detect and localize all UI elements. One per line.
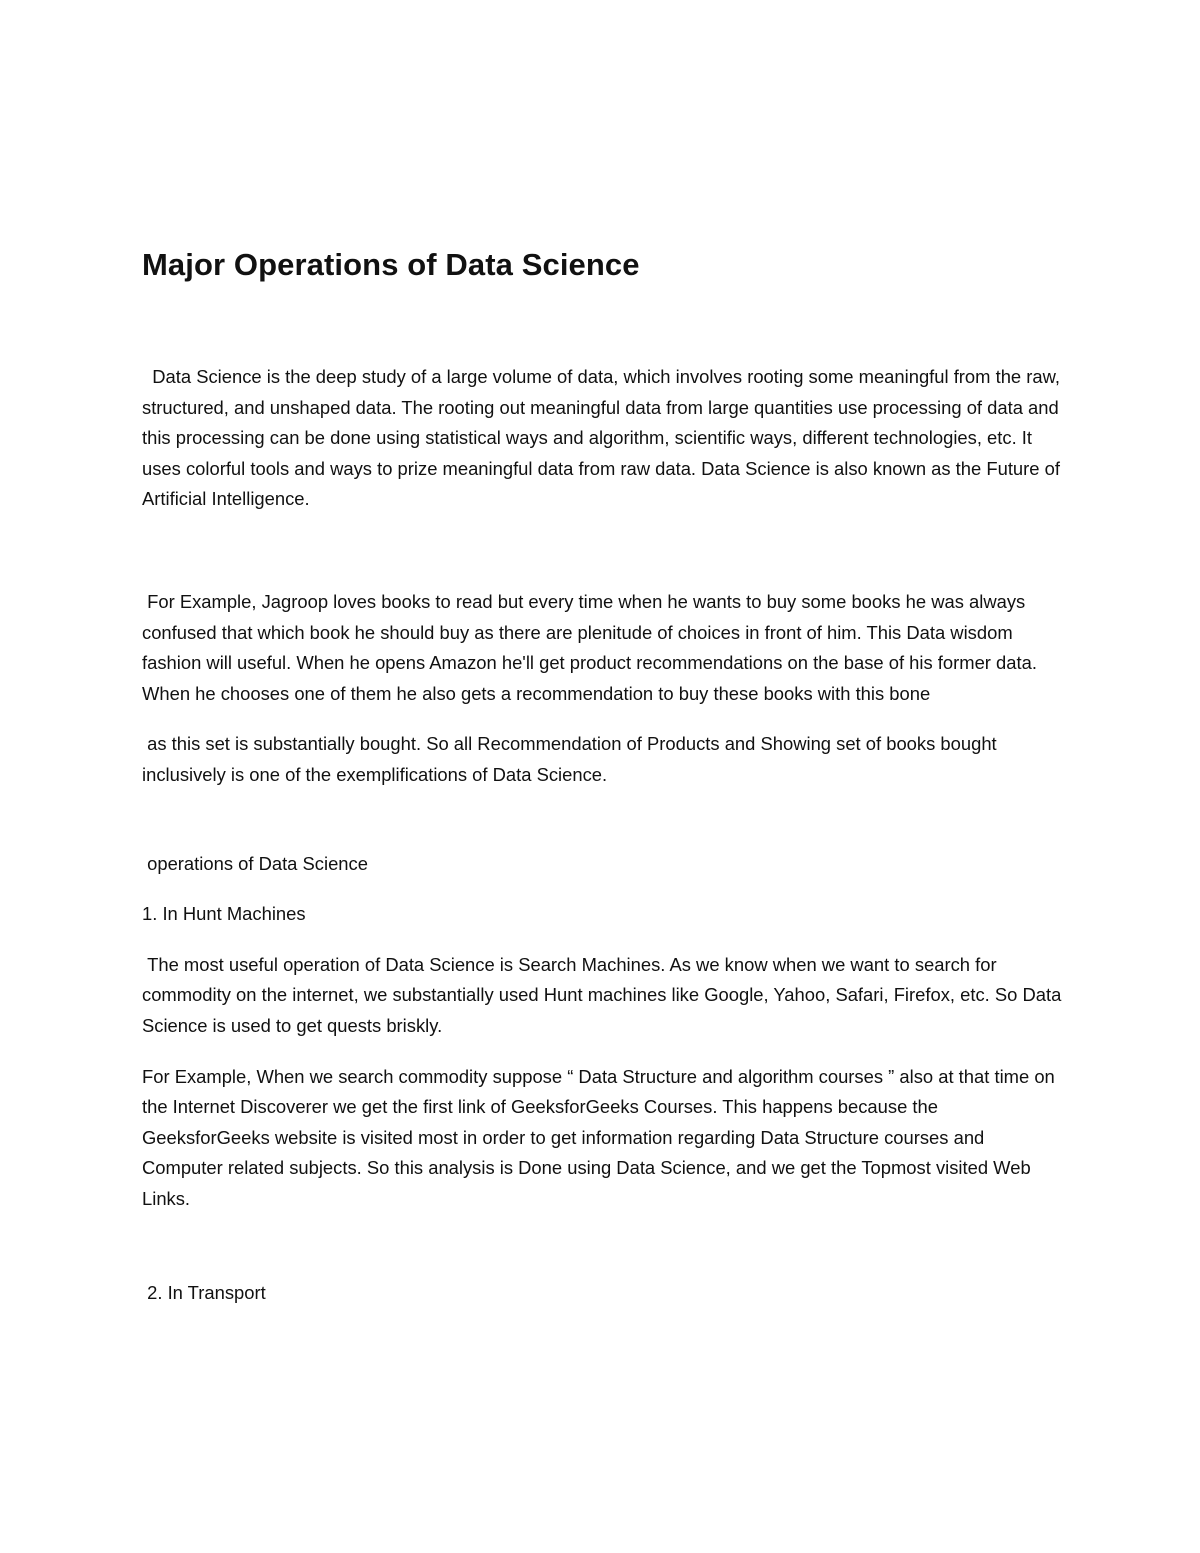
document-content — [142, 240, 1067, 1309]
example-continued-paragraph: as this set is substantially bought. So all Recommendation of Products and Showing set of books bought inclusively is one of the exemplifications of Data Science. — [142, 733, 1002, 785]
example-paragraph: For Example, Jagroop loves books to read but every time when he wants to buy some books he was always confused that which book he should buy as there are plenitude of choices in front of him. This Data wisdom fashion will useful. When he opens Amazon he'll get product recommendations on the base of his former data. When he chooses one of them he also gets a recommendation to buy these books with this bone — [142, 590, 1043, 704]
item1-body-paragraph: The most useful operation of Data Science is Search Machines. As we know when we want to search for commodity on the internet, we substantially used Hunt machines like Google, Yahoo, Safari, Firefox, etc. So Data Science is used to get quests briskly. — [142, 953, 1067, 1036]
operations-heading: operations of Data Science — [142, 852, 368, 874]
item1-example-paragraph: For Example, When we search commodity suppose “ Data Structure and algorithm courses ” also at that time on the Internet Discoverer we get the first link of GeeksforGeeks Courses. This happens because the GeeksforGeeks website is visited most in order to get information regarding Data Structure courses and Computer related subjects. So this analysis is Done using Data Science, and we get the Topmost visited Web Links. — [142, 1065, 1055, 1209]
item1-heading: 1. In Hunt Machines — [142, 903, 306, 925]
item2-heading: 2. In Transport — [142, 1282, 266, 1304]
intro-paragraph: Data Science is the deep study of a large volume of data, which involves rooting some meaningful from the raw, structured, and unshaped data. The rooting out meaningful data from large quantities use processing of data and this processing can be done using statistical ways and algorithm, scientific ways, different technologies, etc. It uses colorful tools and ways to prize meaningful data from raw data. Data Science is also known as the Future of Artificial Intelligence. — [142, 366, 1066, 510]
document-title: Major Operations of Data Science — [142, 247, 640, 282]
